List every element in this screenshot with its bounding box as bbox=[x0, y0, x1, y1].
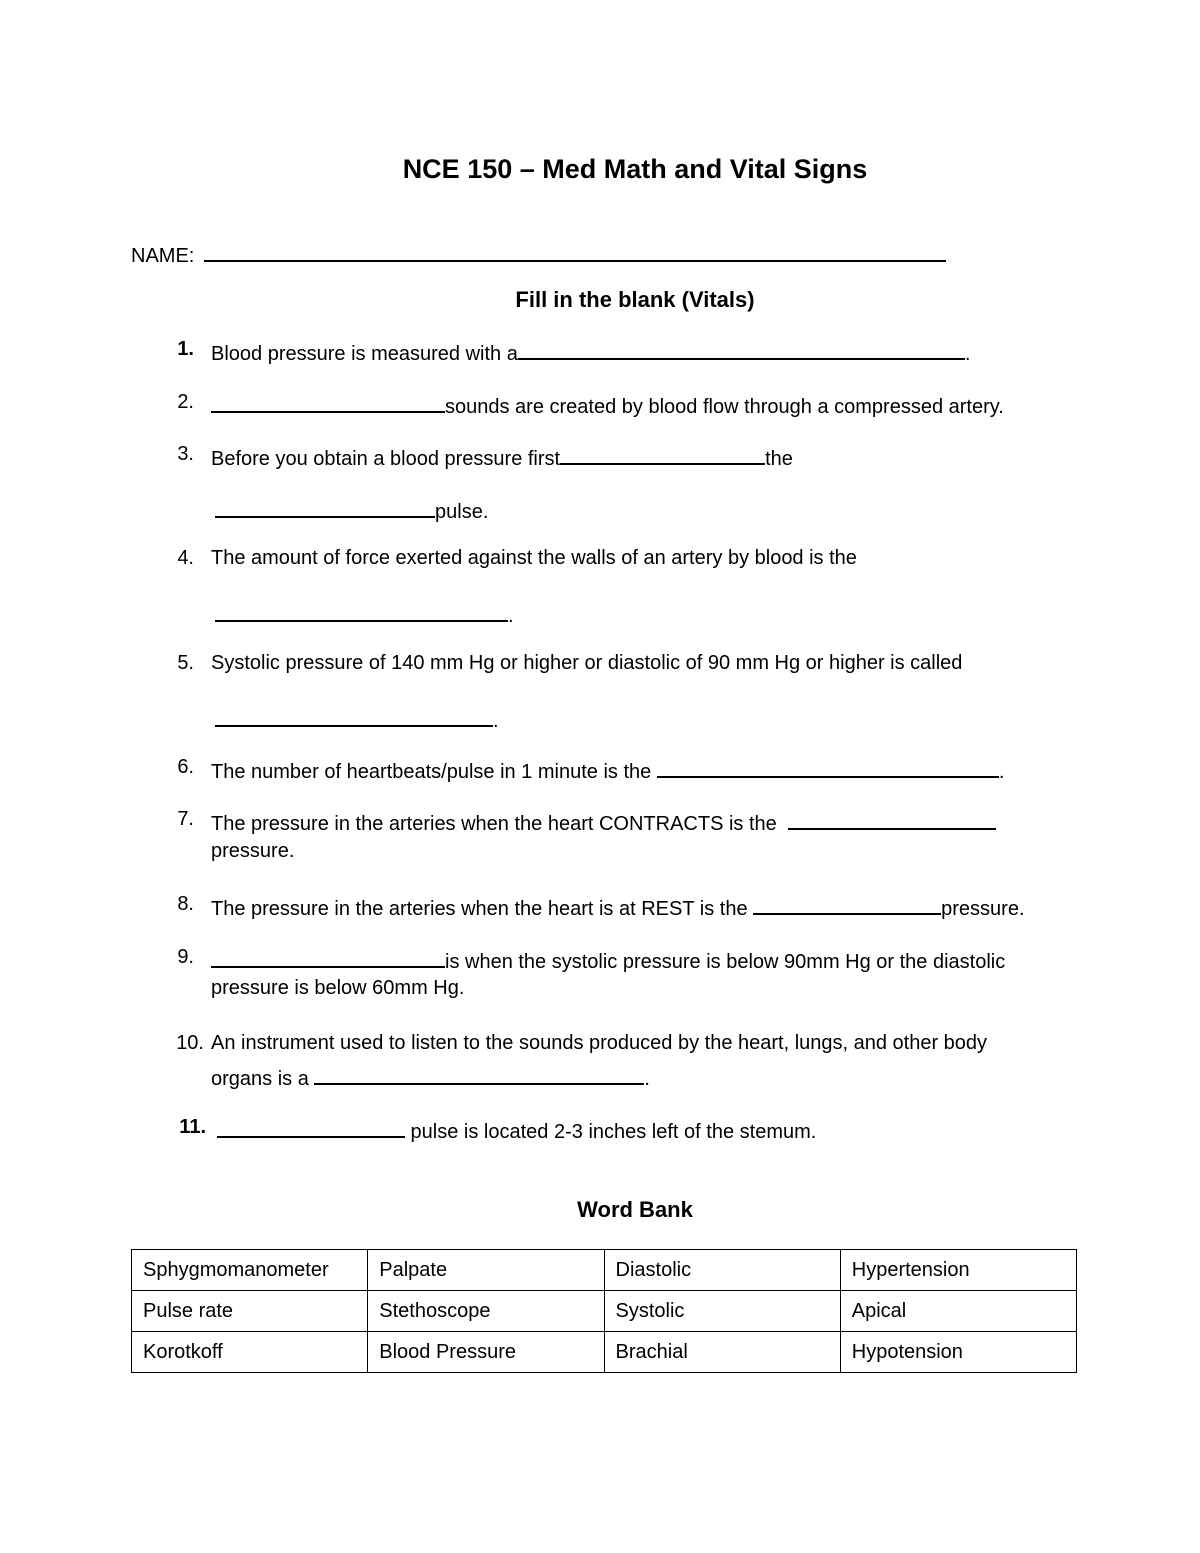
question-2: sounds are created by blood flow through a compressed artery. bbox=[211, 391, 1004, 419]
table-cell: Brachial bbox=[604, 1332, 840, 1373]
table-cell: Pulse rate bbox=[132, 1291, 368, 1332]
table-cell: Apical bbox=[840, 1291, 1076, 1332]
table-cell: Hypertension bbox=[840, 1250, 1076, 1291]
question-5: Systolic pressure of 140 mm Hg or higher or diastolic of 90 mm Hg or higher is called bbox=[211, 652, 963, 674]
answer-blank-3b[interactable] bbox=[215, 496, 435, 518]
section-heading: Fill in the blank (Vitals) bbox=[515, 287, 755, 312]
answer-blank-2[interactable] bbox=[211, 391, 445, 413]
table-cell: Diastolic bbox=[604, 1250, 840, 1291]
question-4: The amount of force exerted against the walls of an artery by blood is the bbox=[211, 547, 857, 569]
question-number: 2. bbox=[177, 391, 194, 413]
table-cell: Palpate bbox=[368, 1250, 604, 1291]
question-1: Blood pressure is measured with a . bbox=[211, 338, 970, 366]
answer-blank-8[interactable] bbox=[753, 893, 941, 915]
question-6: The number of heartbeats/pulse in 1 minute is the . bbox=[211, 756, 1004, 784]
answer-blank-10[interactable] bbox=[314, 1063, 644, 1085]
table-row bbox=[132, 1291, 1077, 1332]
answer-blank-11[interactable] bbox=[217, 1116, 405, 1138]
question-9-line-2: pressure is below 60mm Hg. bbox=[211, 977, 465, 999]
page-title: NCE 150 – Med Math and Vital Signs bbox=[402, 154, 868, 184]
question-number: 9. bbox=[177, 946, 194, 968]
question-number: 4. bbox=[177, 547, 194, 569]
name-blank[interactable] bbox=[204, 240, 946, 262]
answer-blank-1[interactable] bbox=[518, 338, 965, 360]
question-3: Before you obtain a blood pressure first the bbox=[211, 443, 793, 471]
answer-blank-4[interactable] bbox=[215, 600, 508, 622]
table-cell: Systolic bbox=[604, 1291, 840, 1332]
table-cell: Hypotension bbox=[840, 1332, 1076, 1373]
name-field[interactable] bbox=[131, 240, 946, 268]
question-number: 11. bbox=[179, 1116, 206, 1138]
word-bank-table bbox=[131, 1249, 1077, 1373]
table-cell: Korotkoff bbox=[132, 1332, 368, 1373]
word-bank-title: Word Bank bbox=[577, 1197, 693, 1222]
table-cell: Blood Pressure bbox=[368, 1332, 604, 1373]
question-number: 6. bbox=[177, 756, 194, 778]
question-11: pulse is located 2-3 inches left of the stemum. bbox=[217, 1116, 816, 1144]
question-8: The pressure in the arteries when the heart is at REST is the pressure. bbox=[211, 893, 1025, 921]
question-number: 1. bbox=[177, 338, 194, 360]
question-7-line-2: pressure. bbox=[211, 840, 295, 862]
question-number: 5. bbox=[177, 652, 194, 674]
table-cell: Stethoscope bbox=[368, 1291, 604, 1332]
question-10-line-2: organs is a . bbox=[211, 1063, 650, 1091]
answer-blank-5[interactable] bbox=[215, 705, 493, 727]
question-9: is when the systolic pressure is below 90mm Hg or the diastolic bbox=[211, 946, 1005, 974]
question-number: 10. bbox=[176, 1032, 204, 1054]
question-5-line-2: . bbox=[215, 705, 499, 733]
table-cell: Sphygmomanometer bbox=[132, 1250, 368, 1291]
answer-blank-6[interactable] bbox=[657, 756, 999, 778]
question-10: An instrument used to listen to the sounds produced by the heart, lungs, and other body bbox=[211, 1032, 988, 1054]
question-number: 3. bbox=[177, 443, 194, 465]
question-3-line-2: pulse. bbox=[215, 496, 488, 524]
question-7: The pressure in the arteries when the heart CONTRACTS is the bbox=[211, 808, 996, 836]
answer-blank-3a[interactable] bbox=[560, 443, 765, 465]
table-row bbox=[132, 1332, 1077, 1373]
answer-blank-9[interactable] bbox=[211, 946, 445, 968]
question-number: 7. bbox=[177, 808, 194, 830]
question-number: 8. bbox=[177, 893, 194, 915]
name-label: NAME: bbox=[131, 245, 195, 267]
answer-blank-7[interactable] bbox=[788, 808, 996, 830]
question-4-line-2: . bbox=[215, 600, 514, 628]
table-row bbox=[132, 1250, 1077, 1291]
